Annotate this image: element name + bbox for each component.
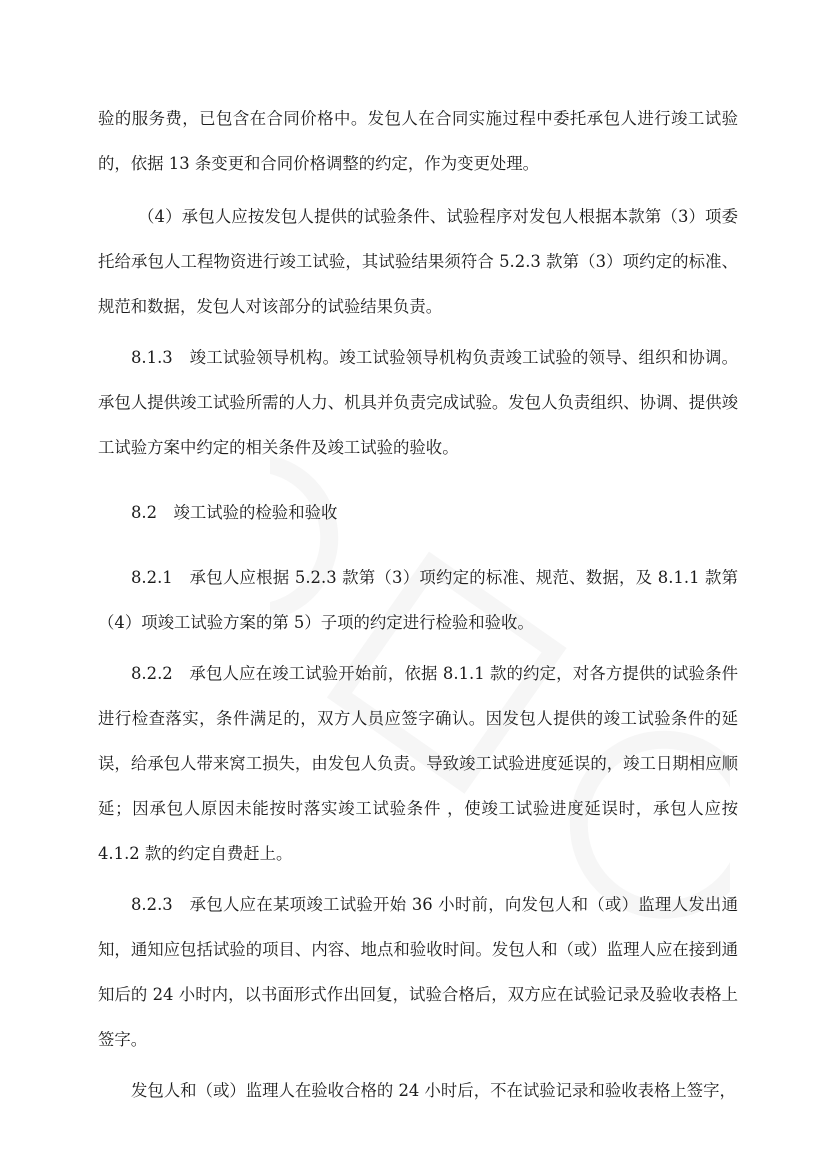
document-body [98,96,738,1113]
paragraph-8-2-2: 8.2.2 承包人应在竣工试验开始前，依据 8.1.1 款的约定，对各方提供的试验条件进行检查落实，条件满足的，双方人员应签字确认。因发包人提供的竣工试验条件的延误，给承包人带来窝工损失，由发包人负责。导致竣工试验进度延误的，竣工日期相应顺延；因承包人原因未能按时落实竣工试验条件 ，使竣工试验进度延误时，承包人应按 4.1.2 款的约定自费赶上。 [98,664,738,863]
paragraph-8-2-3: 8.2.3 承包人应在某项竣工试验开始 36 小时前，向发包人和（或）监理人发出通知，通知应包括试验的项目、内容、地点和验收时间。发包人和（或）监理人应在接到通知后的 24 小时内，以书面形式作出回复，试验合格后，双方应在试验记录及验收表格上签字。 [98,895,738,1049]
paragraph-item-4: （4）承包人应按发包人提供的试验条件、试验程序对发包人根据本款第（3）项委托给承包人工程物资进行竣工试验，其试验结果须符合 5.2.3 款第（3）项约定的标准、规范和数据，发包人对该部分的试验结果负责。 [98,207,738,316]
paragraph-8-1-3: 8.1.3 竣工试验领导机构。竣工试验领导机构负责竣工试验的领导、组织和协调。承包人提供竣工试验所需的人力、机具并负责完成试验。发包人负责组织、协调、提供竣工试验方案中约定的相关条件及竣工试验的验收。 [98,348,738,457]
paragraph-acceptance: 发包人和（或）监理人在验收合格的 24 小时后，不在试验记录和验收表格上签字， [131,1081,736,1100]
paragraph-continuation: 验的服务费，已包含在合同价格中。发包人在合同实施过程中委托承包人进行竣工试验的，依据 13 条变更和合同价格调整的约定，作为变更处理。 [98,109,738,173]
paragraph-8-2-1: 8.2.1 承包人应根据 5.2.3 款第（3）项约定的标准、规范、数据，及 8.1.1 款第（4）项竣工试验方案的第 5）子项的约定进行检验和验收。 [98,568,738,632]
section-heading-8-2: 8.2 竣工试验的检验和验收 [131,503,338,522]
